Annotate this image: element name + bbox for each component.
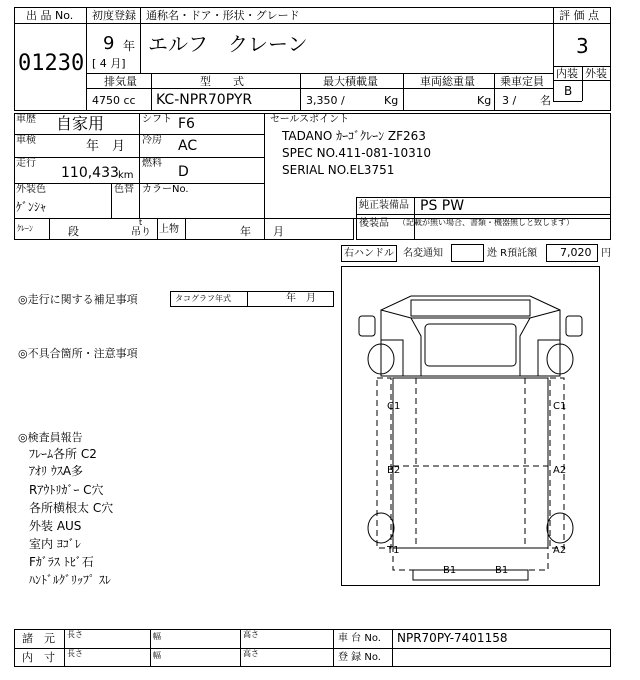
divider bbox=[150, 629, 151, 667]
sales-point-line: SPEC NO.411-081-10310 bbox=[282, 146, 432, 160]
tachograph-value: 年 月 bbox=[286, 293, 316, 304]
cab-roof-line bbox=[381, 310, 560, 318]
width-label: 幅 bbox=[153, 632, 161, 641]
fuel-label: 燃料 bbox=[142, 158, 162, 169]
color-change-label: 色替 bbox=[114, 184, 134, 195]
score-label: 評 価 点 bbox=[559, 9, 599, 22]
damage-mark-bottom-b1-right: B1 bbox=[495, 565, 509, 576]
ext-color: ｹﾞﾝｼｬ bbox=[16, 200, 47, 214]
wheel-rear-right bbox=[547, 513, 573, 543]
fuel: D bbox=[178, 164, 189, 180]
wheel-rear-left bbox=[368, 513, 394, 543]
tachograph-label: タコグラフ年式 bbox=[175, 294, 231, 303]
report-line: ﾊﾝﾄﾞﾙｸﾞﾘｯﾌﾟ ｽﾚ bbox=[29, 573, 111, 587]
height-label: 高さ bbox=[243, 649, 259, 658]
rebate-label: 迯 R預託額 bbox=[487, 248, 538, 259]
notice-label: 名変通知 bbox=[403, 248, 443, 259]
mileage-label: 走行 bbox=[16, 158, 36, 169]
displacement-label: 排気量 bbox=[104, 75, 137, 88]
report-line: 室内 ﾖｺﾞﾚ bbox=[29, 537, 81, 551]
interior-dims-label: 内 寸 bbox=[22, 651, 55, 664]
equipment-value: PS PW bbox=[420, 198, 465, 214]
specs-label: 諸 元 bbox=[22, 632, 55, 645]
inspector-report-heading: ◎検査員報告 bbox=[18, 431, 83, 444]
height-label: 高さ bbox=[243, 630, 259, 639]
ac-label: 冷房 bbox=[142, 135, 162, 146]
damage-mark-right-a2: A2 bbox=[553, 465, 567, 476]
divider bbox=[14, 648, 611, 649]
damage-mark-left-b2: B2 bbox=[387, 465, 401, 476]
displacement: 4750 cc bbox=[92, 94, 136, 107]
max-load-unit: Kg bbox=[384, 94, 399, 107]
length-label: 長さ bbox=[67, 649, 83, 658]
first-reg-month: [ 4 月] bbox=[92, 57, 126, 70]
equipment-label: 純正装備品 bbox=[359, 200, 409, 211]
aftermarket-label: 後装品 bbox=[359, 218, 389, 229]
divider bbox=[139, 113, 140, 218]
lot-no-label: 出 品 No. bbox=[26, 9, 74, 22]
inspection: 年 月 bbox=[86, 139, 126, 154]
report-line: ｱｵﾘ ｳｽA多 bbox=[29, 464, 84, 478]
divider bbox=[247, 291, 248, 307]
truck-diagram bbox=[341, 266, 600, 586]
running-notes-heading: ◎走行に関する補足事項 bbox=[18, 293, 138, 306]
crane-year-month: 年 月 bbox=[240, 225, 284, 238]
car-name: エルフ クレーン bbox=[148, 32, 308, 56]
report-line: Rｱｳﾄﾘｶﾞｰ C穴 bbox=[29, 483, 104, 497]
chassis-label: 車 台 No. bbox=[338, 633, 381, 644]
sales-point-line: SERIAL NO.EL3751 bbox=[282, 163, 395, 177]
interior-grade-label: 内装 bbox=[556, 67, 578, 80]
history-label: 車歴 bbox=[16, 114, 36, 125]
crane-stages: 段 bbox=[68, 225, 79, 238]
report-line: Fｶﾞﾗｽ ﾄﾋﾞ石 bbox=[29, 555, 94, 569]
gross-weight-label: 車両総重量 bbox=[420, 75, 475, 88]
rebate-value: 7,020 bbox=[560, 246, 592, 259]
crane-tonnage-unit: t bbox=[139, 218, 143, 227]
report-line: ﾌﾚｰﾑ各所 C2 bbox=[29, 447, 97, 461]
aftermarket-note: （記載が無い場合、書類・機器無しと致します） bbox=[398, 218, 574, 227]
divider bbox=[403, 73, 404, 111]
exterior-grade-label: 外装 bbox=[585, 67, 607, 80]
divider bbox=[356, 214, 611, 215]
damage-mark-left-c1: C1 bbox=[387, 401, 401, 412]
crane-row-frame bbox=[14, 218, 354, 240]
divider bbox=[140, 7, 141, 73]
first-reg-year: 9 bbox=[103, 33, 115, 54]
divider bbox=[49, 218, 50, 240]
divider bbox=[553, 101, 582, 102]
chassis-no: NPR70PY-7401158 bbox=[397, 631, 508, 645]
lot-no: 01230 bbox=[18, 51, 85, 76]
divider bbox=[151, 73, 152, 111]
divider bbox=[553, 7, 554, 101]
registration-label: 登 録 No. bbox=[338, 652, 381, 663]
windshield bbox=[425, 324, 516, 366]
divider bbox=[392, 629, 393, 667]
divider bbox=[333, 629, 334, 667]
mirror-left bbox=[359, 316, 375, 336]
gross-weight-unit: Kg bbox=[477, 94, 492, 107]
cab-outline bbox=[381, 296, 560, 376]
mileage-unit: km bbox=[118, 170, 134, 181]
inspection-label: 車検 bbox=[16, 135, 36, 146]
cab-line bbox=[520, 318, 530, 376]
divider bbox=[86, 88, 553, 89]
capacity-unit: 名 bbox=[540, 94, 551, 107]
sales-points-label: セールスポイント bbox=[270, 114, 350, 125]
shift: F6 bbox=[178, 116, 195, 132]
divider bbox=[494, 73, 495, 111]
score-value: 3 bbox=[576, 34, 589, 58]
max-load-label: 最大積載量 bbox=[323, 75, 378, 88]
divider bbox=[14, 183, 264, 184]
color-code-label: カラーNo. bbox=[142, 184, 189, 195]
damage-mark-left-t1: T1 bbox=[387, 545, 400, 556]
rear-bumper bbox=[413, 570, 528, 580]
max-load: 3,350 / bbox=[306, 94, 345, 107]
crane-label: ｸﾚｰﾝ bbox=[17, 224, 33, 233]
shift-label: シフト bbox=[142, 114, 172, 125]
width-label: 幅 bbox=[153, 651, 161, 660]
divider bbox=[582, 66, 583, 101]
tailgate bbox=[393, 548, 548, 570]
rhd-label: 右ハンドル bbox=[344, 248, 394, 259]
divider bbox=[300, 73, 301, 111]
report-line: 各所横根太 C穴 bbox=[29, 501, 114, 515]
sales-point-line: TADANO ｶｰｺﾞｸﾚｰﾝ ZF263 bbox=[282, 129, 426, 143]
divider bbox=[553, 23, 611, 24]
capacity-label: 乗車定員 bbox=[500, 75, 544, 88]
damage-mark-right-a2-bottom: A2 bbox=[553, 545, 567, 556]
divider bbox=[14, 134, 264, 135]
ac: AC bbox=[178, 138, 198, 154]
interior-grade: B bbox=[564, 84, 573, 98]
damage-mark-bottom-b1-left: B1 bbox=[443, 565, 457, 576]
car-name-label: 通称名・ドア・形状・グレード bbox=[146, 9, 300, 22]
length-label: 長さ bbox=[67, 630, 83, 639]
divider bbox=[111, 183, 112, 218]
damage-mark-right-c1: C1 bbox=[553, 401, 567, 412]
ext-color-label: 外装色 bbox=[16, 184, 46, 195]
first-reg-label: 初度登録 bbox=[92, 9, 136, 22]
rise-label: 上物 bbox=[159, 224, 179, 235]
divider bbox=[14, 23, 86, 24]
cab-door-right bbox=[538, 340, 560, 376]
cab-line bbox=[411, 318, 421, 376]
divider bbox=[157, 218, 158, 240]
model: KC-NPR70PYR bbox=[156, 92, 253, 108]
divider bbox=[86, 23, 553, 24]
mileage: 110,433 bbox=[61, 165, 119, 181]
divider bbox=[64, 629, 65, 667]
history: 自家用 bbox=[56, 114, 105, 133]
model-label: 型 式 bbox=[200, 75, 244, 88]
capacity: 3 / bbox=[502, 94, 517, 107]
cab-top-panel bbox=[411, 300, 530, 316]
notice-box bbox=[451, 244, 484, 262]
year-unit: 年 bbox=[123, 39, 136, 53]
cab-door-left bbox=[381, 340, 403, 376]
divider bbox=[14, 157, 264, 158]
defects-heading: ◎不具合箇所・注意事項 bbox=[18, 347, 138, 360]
crane-tonnage: 吊り bbox=[131, 227, 151, 238]
yen-label: 円 bbox=[601, 248, 611, 259]
report-line: 外装 AUS bbox=[29, 519, 82, 533]
divider bbox=[185, 218, 186, 240]
divider bbox=[86, 73, 553, 74]
divider bbox=[240, 629, 241, 667]
mirror-right bbox=[566, 316, 582, 336]
